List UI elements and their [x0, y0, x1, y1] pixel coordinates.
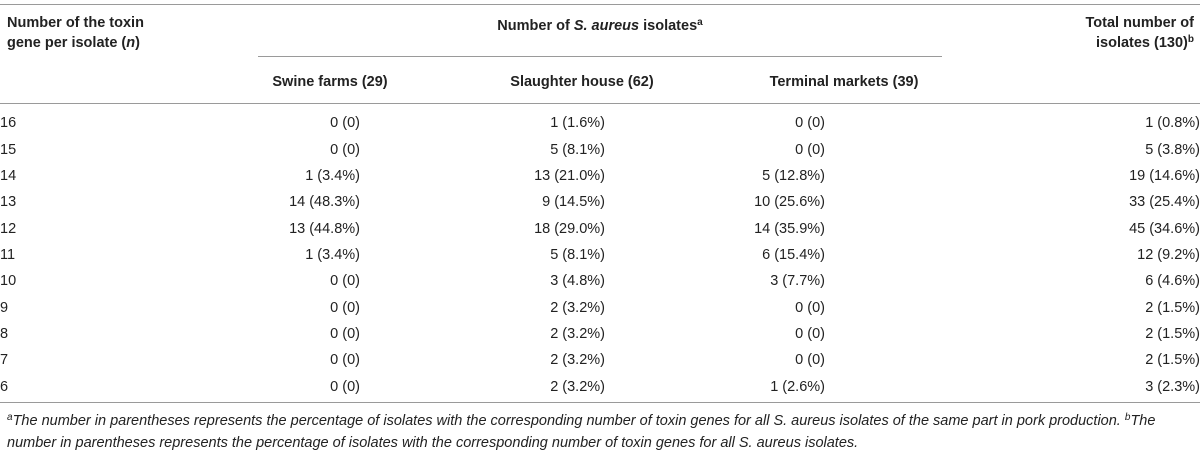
footnote-a-text: The number in parentheses represents the percentage of isolates with the corresponding number of toxin genes for all S. aureus isolates of the same part in pork production.	[12, 413, 1121, 429]
cell-slaughter: 9 (14.5%)	[542, 194, 605, 211]
header-toxin-line1: Number of the toxin	[7, 15, 144, 31]
cell-total: 33 (25.4%)	[1129, 194, 1200, 211]
cell-n: 9	[0, 299, 9, 316]
cell-total: 2 (1.5%)	[1145, 299, 1200, 316]
cell-total: 2 (1.5%)	[1145, 352, 1200, 369]
cell-n: 15	[0, 141, 17, 158]
header-group-species: S. aureus	[573, 18, 640, 34]
table-row	[0, 163, 1200, 189]
footnote-a-mark: a	[7, 412, 13, 423]
cell-slaughter: 5 (8.1%)	[550, 141, 605, 158]
cell-swine: 0 (0)	[330, 299, 360, 316]
cell-terminal: 0 (0)	[795, 299, 825, 316]
cell-slaughter: 5 (8.1%)	[550, 246, 605, 263]
cell-swine: 0 (0)	[330, 378, 360, 395]
cell-total: 2 (1.5%)	[1145, 325, 1200, 342]
table-row	[0, 242, 1200, 268]
cell-total: 12 (9.2%)	[1137, 246, 1200, 263]
table-row	[0, 294, 1200, 320]
table-row	[0, 268, 1200, 294]
cell-slaughter: 2 (3.2%)	[550, 299, 605, 316]
cell-n: 10	[0, 273, 17, 290]
table-row	[0, 110, 1200, 136]
cell-swine: 0 (0)	[330, 352, 360, 369]
header-total-isolates	[990, 13, 1194, 53]
cell-n: 14	[0, 167, 17, 184]
footnote-b-text: The number in parentheses represents the percentage of isolates with the corresponding number of toxin genes for all S. aureus isolates.	[7, 413, 1156, 451]
footnote-b-mark: b	[1124, 412, 1131, 423]
table-row	[0, 189, 1200, 215]
cell-swine: 0 (0)	[330, 141, 360, 158]
cell-total: 1 (0.8%)	[1145, 115, 1200, 132]
cell-slaughter: 2 (3.2%)	[550, 325, 605, 342]
header-terminal-markets: Terminal markets (39)	[769, 74, 919, 90]
cell-terminal: 5 (12.8%)	[762, 167, 825, 184]
cell-terminal: 0 (0)	[795, 325, 825, 342]
header-swine-farms: Swine farms (29)	[272, 74, 388, 90]
cell-n: 16	[0, 115, 17, 132]
cell-slaughter: 2 (3.2%)	[550, 378, 605, 395]
footnote	[7, 410, 1195, 454]
cell-total: 45 (34.6%)	[1129, 220, 1200, 237]
table-row	[0, 347, 1200, 373]
cell-n: 13	[0, 194, 17, 211]
cell-n: 7	[0, 352, 9, 369]
data-table	[0, 110, 1200, 400]
table-row	[0, 373, 1200, 399]
header-total-sup: b	[1187, 34, 1194, 45]
cell-slaughter: 1 (1.6%)	[550, 115, 605, 132]
header-toxin-line2: gene per isolate (	[7, 35, 127, 51]
cell-terminal: 10 (25.6%)	[754, 194, 825, 211]
cell-n: 8	[0, 325, 9, 342]
cell-slaughter: 13 (21.0%)	[534, 167, 605, 184]
top-rule	[0, 4, 1200, 5]
header-isolates-group	[258, 16, 942, 36]
cell-slaughter: 3 (4.8%)	[550, 273, 605, 290]
cell-swine: 13 (44.8%)	[289, 220, 360, 237]
header-total-line1: Total number of	[1085, 15, 1194, 31]
cell-n: 6	[0, 378, 9, 395]
table-row	[0, 321, 1200, 347]
cell-swine: 14 (48.3%)	[289, 194, 360, 211]
header-rule	[0, 103, 1200, 104]
cell-swine: 0 (0)	[330, 273, 360, 290]
header-toxin-close: )	[135, 35, 140, 51]
cell-swine: 0 (0)	[330, 115, 360, 132]
header-total-line2: isolates (130)	[1096, 35, 1188, 51]
table-row	[0, 215, 1200, 241]
cell-terminal: 14 (35.9%)	[754, 220, 825, 237]
cell-terminal: 1 (2.6%)	[770, 378, 825, 395]
cell-swine: 0 (0)	[330, 325, 360, 342]
header-toxin-gene-count	[7, 13, 227, 53]
cell-slaughter: 2 (3.2%)	[550, 352, 605, 369]
cell-terminal: 0 (0)	[795, 115, 825, 132]
header-group-post: isolates	[639, 18, 698, 34]
header-group-pre: Number of	[497, 18, 574, 34]
cell-swine: 1 (3.4%)	[305, 167, 360, 184]
cell-terminal: 0 (0)	[795, 141, 825, 158]
cell-terminal: 6 (15.4%)	[762, 246, 825, 263]
cell-swine: 1 (3.4%)	[305, 246, 360, 263]
cell-slaughter: 18 (29.0%)	[534, 220, 605, 237]
header-toxin-var: n	[126, 35, 136, 51]
header-group-sup: a	[697, 17, 703, 28]
cell-terminal: 3 (7.7%)	[770, 273, 825, 290]
header-slaughter-house: Slaughter house (62)	[510, 74, 654, 90]
cell-total: 5 (3.8%)	[1145, 141, 1200, 158]
cell-n: 11	[0, 246, 16, 263]
cell-total: 6 (4.6%)	[1145, 273, 1200, 290]
cell-total: 3 (2.3%)	[1145, 378, 1200, 395]
cell-terminal: 0 (0)	[795, 352, 825, 369]
cell-total: 19 (14.6%)	[1129, 167, 1200, 184]
bottom-rule	[0, 402, 1200, 403]
cell-n: 12	[0, 220, 17, 237]
table-row	[0, 136, 1200, 162]
group-subrule	[258, 56, 942, 57]
